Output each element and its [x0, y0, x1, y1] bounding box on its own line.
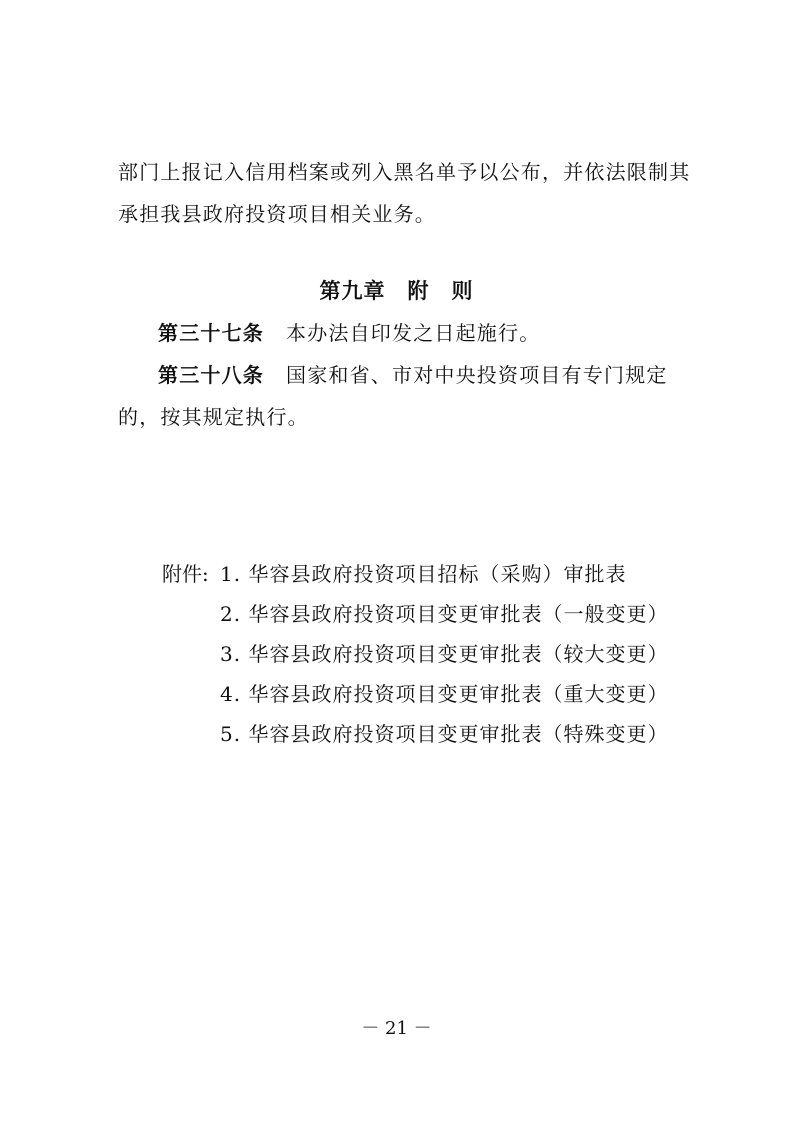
article-37	[158, 321, 540, 345]
article-38	[158, 363, 668, 387]
article-38-number: 第三十八条	[158, 363, 264, 387]
page-number: － 21 －	[361, 1018, 432, 1039]
attachment-item-3: 3. 华容县政府投资项目变更审批表（较大变更）	[220, 642, 669, 666]
body-text-line-2: 承担我县政府投资项目相关业务。	[118, 202, 436, 226]
article-38-continuation: 的，按其规定执行。	[118, 405, 309, 429]
attachments-label: 附件:	[162, 562, 209, 586]
article-37-text: 本办法自印发之日起施行。	[286, 321, 541, 345]
attachment-item-1: 1. 华容县政府投资项目招标（采购）审批表	[220, 562, 627, 586]
article-38-text: 国家和省、市对中央投资项目有专门规定	[286, 363, 668, 387]
chapter-heading: 第九章 附 则	[319, 279, 474, 303]
attachment-item-2: 2. 华容县政府投资项目变更审批表（一般变更）	[220, 602, 669, 626]
attachment-item-4: 4. 华容县政府投资项目变更审批表（重大变更）	[220, 682, 669, 706]
attachment-item-5: 5. 华容县政府投资项目变更审批表（特殊变更）	[220, 722, 669, 746]
body-text-line-1: 部门上报记入信用档案或列入黑名单予以公布，并依法限制其	[118, 160, 691, 184]
article-37-number: 第三十七条	[158, 321, 264, 345]
